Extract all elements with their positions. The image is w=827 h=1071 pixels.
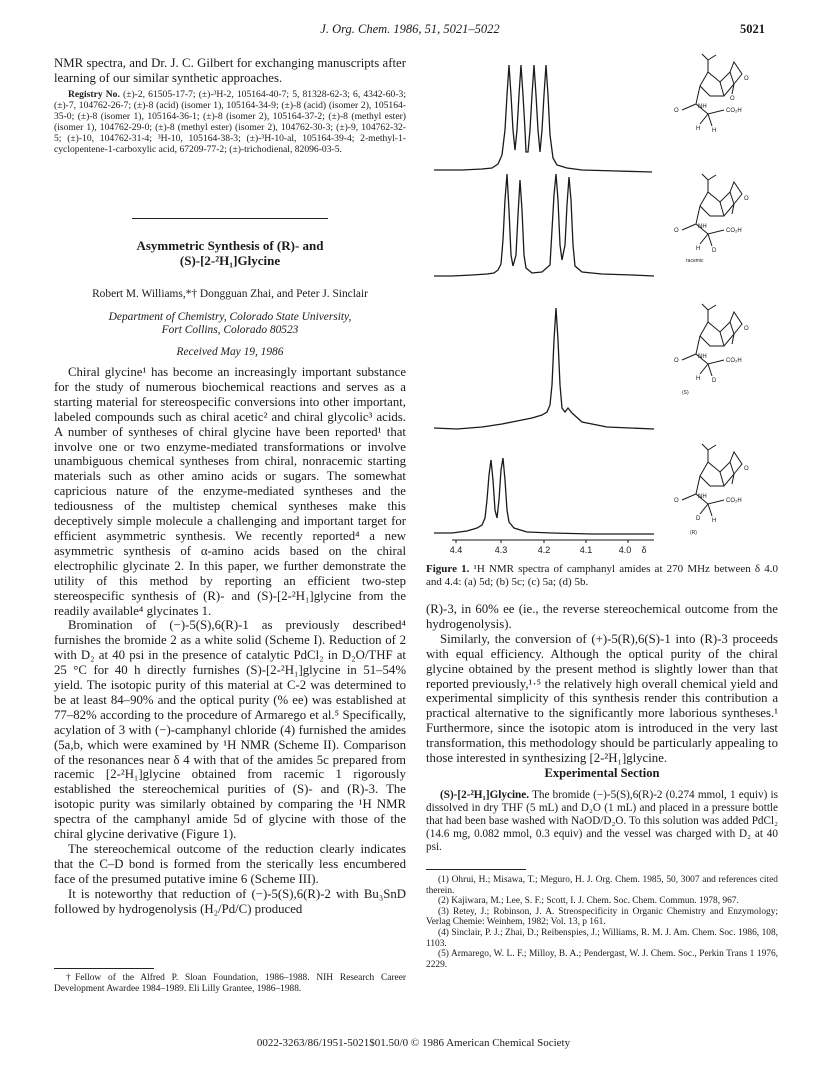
struct-label: O: [674, 108, 679, 114]
ack-text: NMR spectra, and Dr. J. C. Gilbert for exchanging manuscripts after learning of our similar synthetic approaches.: [54, 56, 406, 85]
article-title: [54, 238, 406, 268]
svg-text:O: O: [674, 358, 679, 364]
axis-tick: 4.4: [449, 545, 463, 555]
received-date: Received May 19, 1986: [176, 346, 284, 358]
svg-text:NH: NH: [698, 224, 707, 230]
struct-label: O: [730, 96, 735, 102]
page-number: 5021: [740, 22, 765, 36]
axis-tick: 4.0: [618, 545, 632, 555]
svg-text:H: H: [696, 376, 701, 382]
struct-label: H: [712, 128, 717, 134]
journal-citation: J. Org. Chem. 1986, 51, 5021–5022: [320, 22, 500, 36]
struct-label: racemic: [686, 258, 704, 264]
affiliation: [54, 311, 406, 337]
title-line-1: Asymmetric Synthesis of (R)- and: [136, 238, 324, 253]
svg-text:D: D: [712, 378, 717, 384]
figure-caption: [426, 563, 778, 589]
svg-text:CO₂H: CO₂H: [726, 498, 742, 504]
footnote-text: †Fellow of the Alfred P. Sloan Foundation, 1986–1988. NIH Research Career Development Awardee 1984–1989. Eli Lilly Grantee, 1986–1988.: [54, 973, 406, 994]
struct-label: H: [696, 126, 701, 132]
caption-text: ¹H NMR spectra of camphanyl amides at 270 MHz between δ 4.0 and 4.4: (a) 5d; (b) 5c; (c) 5a; (d) 5b.: [426, 563, 779, 588]
struct-label: CO₂H: [726, 108, 742, 114]
paragraph: It is noteworthy that reduction of (−)-5(S),6(R)-2 with Bu₃SnD followed by hydrogenolysis (H₂/Pd/C) produced: [54, 886, 406, 916]
paragraph: Similarly, the conversion of (+)-5(R),6(S)-1 into (R)-3 proceeds with equal efficiency. Although the optical purity of the chiral glycine obtained by the present method is slightly lower than that reported previously,¹·⁵ the relatively high overall chemical yield and experimental simplicity of this synthesis render this contribution a practical alternative to the significantly more laborious syntheses.¹ Furthermore, since the isotopic atom is introduced in the very last transformation, this methodology should be particularly appealing to those interested in synthesizing [2-²H₁]glycine.: [426, 631, 778, 766]
caption-label: Figure 1.: [426, 563, 470, 575]
reference-item: (4) Sinclair, P. J.; Zhai, D.; Reibenspies, J.; Williams, R. M. J. Am. Chem. Soc. 1986, 108, 1103.: [426, 927, 778, 949]
affiliation-line-1: Department of Chemistry, Colorado State University,: [108, 311, 352, 323]
svg-text:O: O: [744, 196, 749, 202]
body-left: [54, 365, 406, 917]
figure-spectra: [432, 40, 662, 560]
svg-text:O: O: [674, 228, 679, 234]
svg-text:O: O: [744, 466, 749, 472]
svg-text:O: O: [744, 326, 749, 332]
authors: Robert M. Williams,*† Dongguan Zhai, and Peter J. Sinclair: [92, 288, 368, 300]
footnote-rule: [54, 968, 154, 969]
paragraph: Chiral glycine¹ has become an increasingly important substance for the study of numerous biochemical reactions and serves as a starting material for stereospecific conversions into other important, labeled compounds such as chiral acetic² and chiral glycolic³ acids. A number of syntheses of chiral glycine have been reported¹ that involve one or two enzyme-mediated transformations or involve unambiguous chemical syntheses from chiral, nonracemic starting materials such as other amino acids or sugars. The somewhat capricious nature of the enzyme-mediated syntheses and the tediousness of the multistep chemical syntheses make this deceptively simple molecule a challenging and important target for efficient asymmetric synthesis. We recently reported⁴ a new asymmetric synthesis of α-amino acids based on the chiral electrophilic glycinate 2. In this paper, we further demonstrate the utility of this method by reporting an efficient two-step stereospecific synthesis of (R)- and (S)-[2-²H₁]glycine from the readily available⁴ glycinates 1.: [54, 365, 406, 618]
axis-tick: 4.1: [579, 545, 593, 555]
experimental-text: [426, 789, 778, 854]
spectrum-c: [434, 308, 654, 429]
svg-text:CO₂H: CO₂H: [726, 358, 742, 364]
paragraph: The stereochemical outcome of the reduction clearly indicates that the C–D bond is formed from the sterically less encumbered face of the presumed putative imine 6 (Scheme III).: [54, 842, 406, 886]
title-line-2: (S)-[2-²H₁]Glycine: [179, 253, 281, 268]
svg-text:CO₂H: CO₂H: [726, 228, 742, 234]
registry-numbers: [54, 89, 406, 155]
page-footer: 0022-3263/86/1951-5021$01.50/0 © 1986 American Chemical Society: [256, 1037, 571, 1049]
reference-item: (1) Ohrui, H.; Misawa, T.; Meguro, H. J. Org. Chem. 1985, 50, 3007 and references cited therein.: [426, 875, 778, 896]
struct-label: (R): [690, 530, 697, 536]
body-right: [426, 602, 778, 766]
footnote-dagger: [54, 973, 406, 994]
affiliation-line-2: Fort Collins, Colorado 80523: [161, 324, 299, 337]
svg-text:NH: NH: [698, 494, 707, 500]
experimental-body: The bromide (−)-5(S),6(R)-2 (0.274 mmol, 1 equiv) is dissolved in dry THF (5 mL) and D₂O (1 mL) and placed in a pressure bottle that had been base washed with NaOD/D₂O. To this solution was added PdCl₂ (14.6 mg, 0.082 mmol, 0.3 equiv) and the vessel was charged with D₂ at 40 psi.: [426, 789, 778, 853]
running-header: [0, 22, 827, 42]
paragraph: (R)-3, in 60% ee (ie., the reverse stereochemical outcome from the hydrogenolysis).: [426, 602, 778, 631]
axis-tick: 4.2: [537, 545, 551, 555]
spectrum-a: [434, 65, 652, 172]
spectrum-b: [434, 174, 654, 276]
experimental-label: (S)-[2-²H₁]Glycine.: [440, 789, 530, 801]
axis-tick: 4.3: [494, 545, 508, 555]
reference-item: (5) Armarego, W. L. F.; Milloy, B. A.; Pendergast, W. J. Chem. Soc., Perkin Trans 1 1976, 2229.: [426, 949, 778, 970]
struct-label: O: [744, 76, 749, 82]
references-rule: [426, 869, 526, 870]
spectrum-d: [434, 458, 654, 534]
acknowledgment: [54, 56, 406, 86]
struct-label: (S): [682, 390, 689, 396]
reference-item: (3) Retey, J.; Robinson, J. A. Streospecificity in Organic Chemistry and Enzymology; Verlag Chemie: Weinhem, 1982; Vol. 13, p 161.: [426, 906, 778, 928]
svg-text:H: H: [696, 246, 701, 252]
registry-text: (±)-2, 61505-17-7; (±)-³H-2, 105164-40-7; 5, 81328-62-3; 6, 4342-60-3; (±)-7, 104762-26-7; (±)-8 (acid) (isomer 1), 105164-34-9; (±)-8 (acid) (isomer 2), 105164-35-0; (±)-8 (isomer 1), 105164-36-1; (±)-8 (isomer 2), 105164-37-2; (±)-8 (methyl ester) (isomer 1), 104762-29-0; (±)-8 (methyl ester) (isomer 2), 104762-30-3; (±)-9, 104762-32-5; (±)-10, 104762-31-4; ³H-10, 105164-38-3; (±)-³H-10-al, 105164-39-4; 2-methyl-1-cyclopentene-1-carboxylic acid, 67209-77-2; (±)-trichodienal, 82096-03-5.: [54, 89, 406, 155]
reference-item: (2) Kajiwara, M.; Lee, S. F.; Scott, I. J. Chem. Soc. Chem. Commun. 1978, 967.: [438, 896, 739, 907]
svg-text:D: D: [696, 516, 701, 522]
axis-tick: δ: [641, 545, 647, 555]
figure-structures: [668, 50, 778, 570]
svg-text:O: O: [674, 498, 679, 504]
svg-text:NH: NH: [698, 354, 707, 360]
paragraph: Bromination of (−)-5(S),6(R)-1 as previously described⁴ furnishes the bromide 2 as a white solid (Scheme I). Reduction of 2 with D₂ at 40 psi in the presence of catalytic PdCl₂ in D₂O/THF at 25 °C for 40 h directly furnishes (S)-[2-²H₁]glycine in 51–54% yield. The isotopic purity of this material at C-2 was determined to be at least 84–90% and the optical purity (% ee) was established at 77–82% according to the procedure of Armarego et al.⁵ Specifically, acylation of 3 with (−)-camphanyl chloride (4) furnished the amides (5a,b, which were examined by ¹H NMR (Scheme II). Comparison of the resonances near δ 4 with that of the amides 5c prepared from racemic [2-²H₁]glycine obtained from racemic 1 rigorously established the stereochemical purities of (S)- and (R)-3. The isotopic purity was similarly obtained by comparing the ¹H NMR spectra of the camphanyl amide 5d of glycine with those of the chiral glycine derivative (Figure 1).: [54, 618, 406, 842]
svg-text:H: H: [712, 518, 717, 524]
struct-label: D: [712, 248, 717, 254]
section-divider: [132, 218, 328, 219]
registry-label: Registry No.: [68, 89, 120, 100]
experimental-heading: Experimental Section: [544, 766, 660, 780]
references: [426, 875, 778, 970]
struct-label: NH: [698, 104, 707, 110]
